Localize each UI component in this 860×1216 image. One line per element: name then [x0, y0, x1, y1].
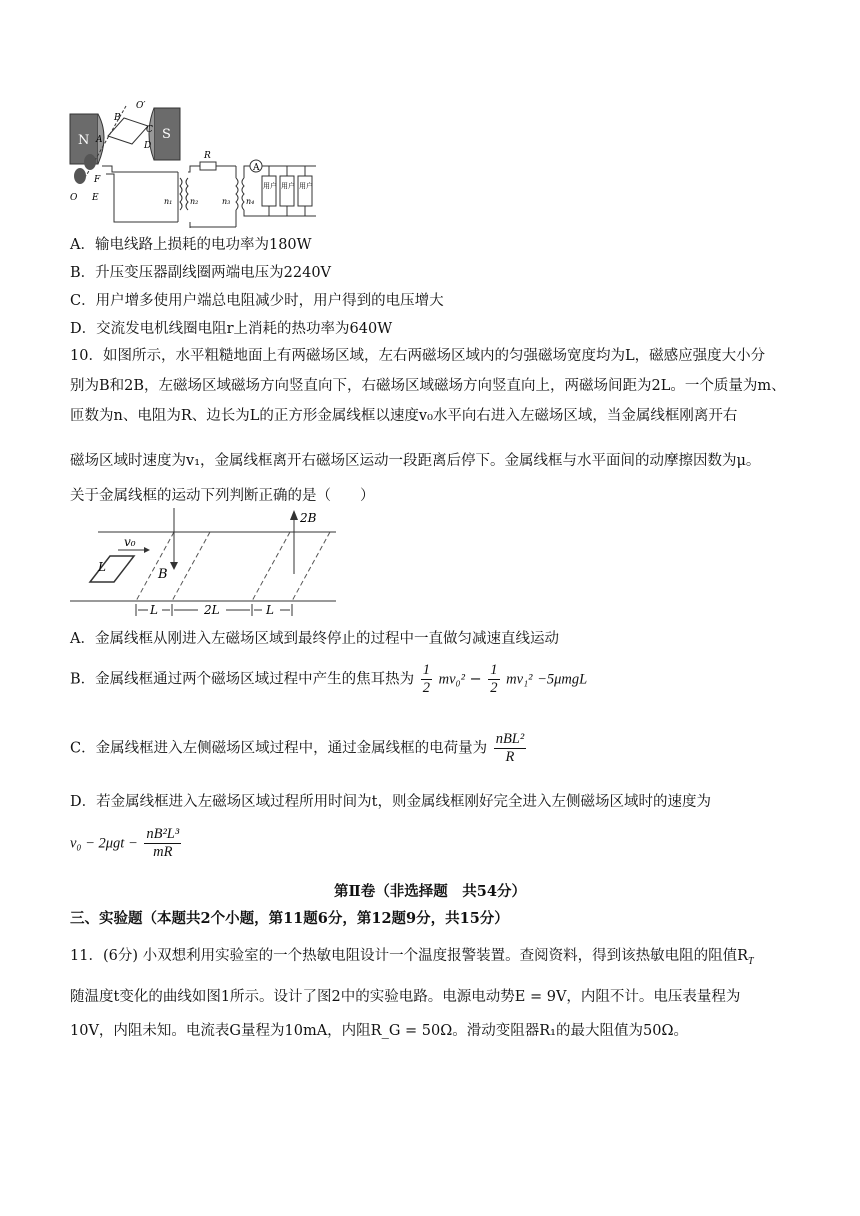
b-term1: mv₀²	[438, 671, 465, 688]
n2-label: n₂	[190, 197, 199, 206]
magnetic-regions-figure	[68, 504, 340, 620]
resistor-r-label: R	[204, 151, 211, 161]
q10-stem-line1: 10．如图所示，水平粗糙地面上有两磁场区域，左右两磁场区域内的匀强磁场宽度均为L，磁感应强度大小分	[70, 348, 766, 364]
q9-option-b: B．升压变压器副线圈两端电压为2240V	[70, 265, 332, 281]
rt-subscript: T	[748, 955, 754, 967]
q11-line1-text: 11．(6分) 小双想利用实验室的一个热敏电阻设计一个温度报警装置。查阅资料，得到该热敏电阻的阻值R	[70, 948, 749, 964]
q10-option-d: D．若金属线框进入左磁场区域过程所用时间为t，则金属线框刚好完全进入左侧磁场区域时的速度为	[70, 794, 711, 810]
frac-num: nB²L³	[146, 826, 180, 842]
axis-o-label: O	[70, 193, 78, 203]
q10-option-b	[70, 662, 587, 697]
frac-den: R	[505, 749, 515, 765]
option-b-text: B．金属线框通过两个磁场区域过程中产生的焦耳热为	[70, 671, 415, 688]
frame-side-label: L	[98, 560, 106, 574]
frac-num: 1	[490, 662, 498, 678]
user-label: 用户	[299, 182, 313, 190]
n4-label: n₄	[246, 197, 255, 206]
frac-num: 1	[422, 662, 431, 678]
q9-option-a: A．输电线路上损耗的电功率为180W	[70, 237, 312, 253]
frac-den: mR	[153, 844, 173, 860]
half-fraction	[421, 662, 432, 697]
frac-den: 2	[490, 680, 498, 696]
q9-option-c: C．用户增多使用户端总电阻减少时，用户得到的电压增大	[70, 293, 444, 309]
ammeter-label: A	[253, 163, 260, 173]
q10-stem-line3: 匝数为n、电阻为R、边长为L的正方形金属线框以速度v₀水平向右进入左磁场区域，当金属线框刚离开右	[70, 408, 738, 424]
b-term3: −5μmgL	[537, 671, 588, 688]
half-fraction	[488, 662, 499, 697]
coil-b-label: B	[114, 113, 121, 123]
frac-num: nBL²	[495, 731, 525, 747]
magnet-n-label: N	[78, 133, 90, 148]
user-label: 用户	[263, 182, 277, 190]
coil-c-label: C	[146, 125, 153, 135]
option-c-text: C．金属线框进入左侧磁场区域过程中，通过金属线框的电荷量为	[70, 740, 488, 757]
q10-option-c	[70, 731, 528, 766]
velocity-fraction	[144, 826, 181, 861]
n3-label: n₃	[222, 197, 231, 206]
frac-den: 2	[422, 680, 431, 696]
q9-option-d: D．交流发电机线圈电阻r上消耗的热功率为640W	[70, 321, 393, 337]
dim-l-right: L	[266, 603, 274, 617]
q11-line3: 10V，内阻未知。电流表G量程为10mA，内阻R_G = 50Ω。滑动变阻器R₁的最大阻值为50Ω。	[70, 1023, 688, 1039]
q10-option-d-formula	[70, 826, 183, 861]
dim-l-left: L	[150, 603, 158, 617]
user-label: 用户	[281, 182, 295, 190]
q10-stem-line2: 别为B和2B，左磁场区域磁场方向竖直向下，右磁场区域磁场方向竖直向上，两磁场间距为2L。一个质量为m、	[70, 378, 786, 394]
q10-option-a: A．金属线框从刚进入左磁场区域到最终停止的过程中一直做匀减速直线运动	[70, 631, 559, 647]
q10-stem-line5: 关于金属线框的运动下列判断正确的是（ ）	[70, 488, 375, 504]
section-2-heading: 第Ⅱ卷（非选择题 共54分）	[334, 883, 526, 900]
axis-o-prime-label: O′	[136, 101, 146, 111]
magnet-s-label: S	[162, 127, 171, 142]
section-3-heading: 三、实验题（本题共2个小题，第11题6分，第12题9分，共15分）	[70, 910, 509, 927]
dim-2l: 2L	[204, 603, 220, 617]
coil-a-label: A	[96, 135, 103, 145]
charge-fraction	[494, 731, 527, 766]
user-loads	[262, 166, 313, 216]
q11-line1	[70, 944, 754, 967]
q10-stem-line4: 磁场区域时速度为v₁，金属线框离开右磁场区运动一段距离后停下。金属线框与水平面间的动摩擦因数为μ。	[70, 453, 761, 469]
brush-e-label: E	[92, 193, 99, 203]
brush-f-label: F	[94, 175, 101, 185]
left-field-label: B	[158, 567, 168, 582]
velocity-label: v₀	[124, 535, 136, 549]
b-term2: mv₁²	[506, 671, 533, 688]
right-field-label: 2B	[300, 511, 317, 525]
d-lead: v₀ − 2μgt −	[70, 835, 138, 852]
square-frame	[90, 556, 134, 582]
generator-circuit-figure	[66, 96, 326, 228]
n1-label: n₁	[164, 197, 173, 206]
b-minus: −	[469, 671, 482, 688]
coil-d-label: D	[144, 141, 152, 151]
q11-line2: 随温度t变化的曲线如图1所示。设计了图2中的实验电路。电源电动势E = 9V，内阻不计。电压表量程为	[70, 989, 741, 1005]
